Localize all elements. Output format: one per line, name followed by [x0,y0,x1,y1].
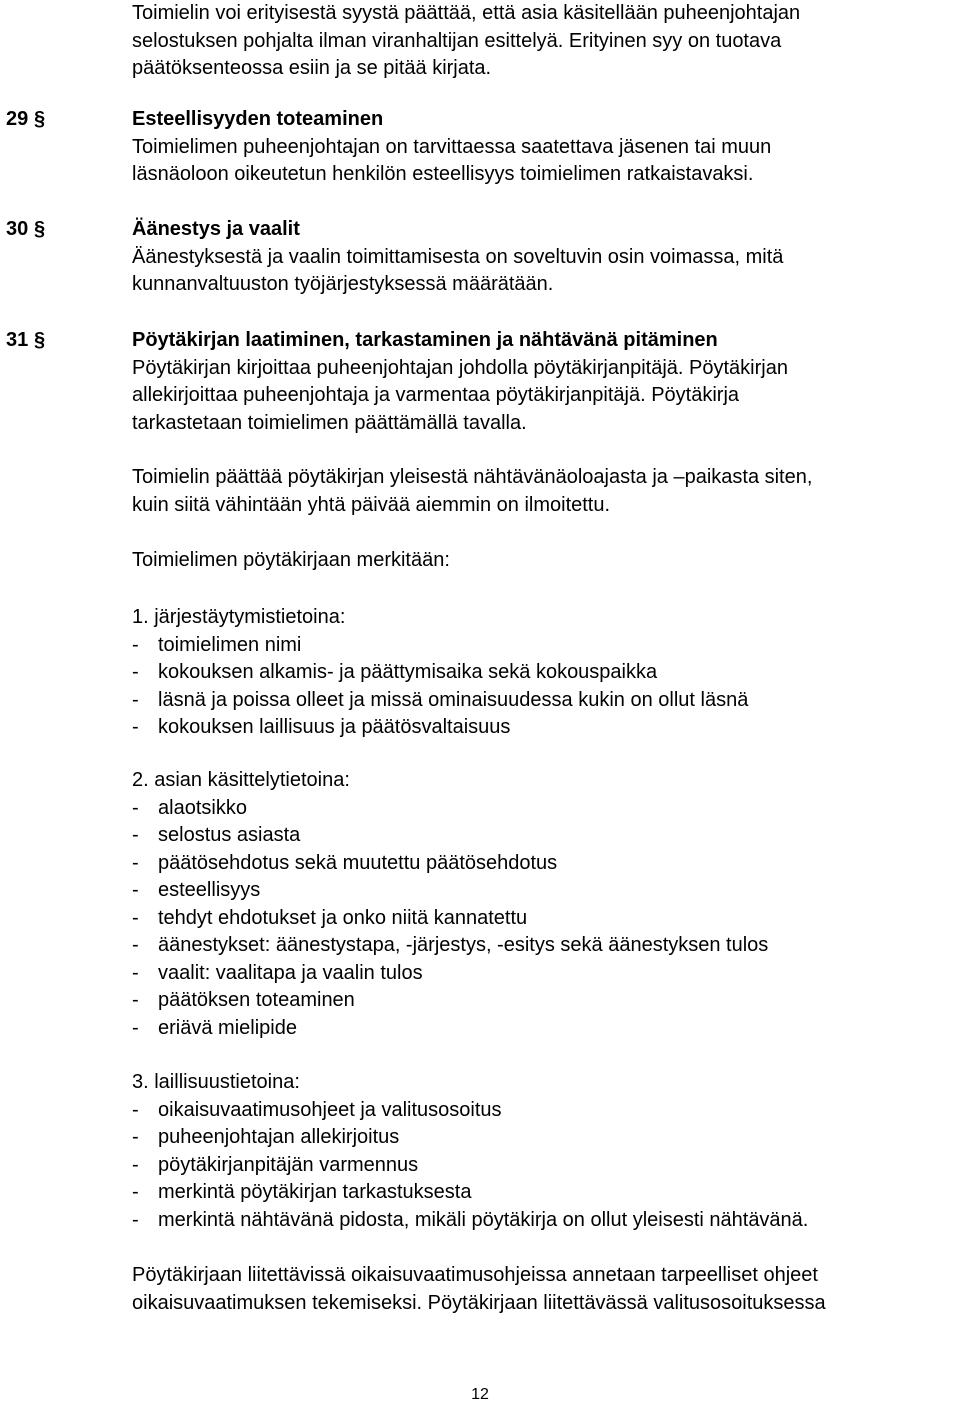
section-sign: § [34,329,46,351]
list-dash: - [132,906,139,929]
list-dash: - [132,851,139,874]
section-number: 31 [6,329,29,351]
text-line: kuin siitä vähintään yhtä päivää aiemmin on ilmoitettu. [132,493,611,516]
text-line: tarkastetaan toimielimen päättämällä tavalla. [132,411,527,434]
list-item-text: oikaisuvaatimusohjeet ja valitusosoitus [158,1098,502,1121]
section-body [132,327,958,437]
list-item-text: päätöksen toteaminen [158,989,355,1011]
list-item [132,987,958,1015]
list-item-text: eriävä mielipide [158,1016,297,1039]
list-item [132,960,958,988]
list-processing [132,767,958,1042]
list-item-text: läsnä ja poissa olleet ja missä ominaisuudessa kukin on ollut läsnä [158,688,749,711]
list-dash: - [132,796,139,819]
list-item [132,905,958,933]
list-item [132,877,958,905]
section-title: Pöytäkirjan laatiminen, tarkastaminen ja nähtävänä pitäminen [132,329,718,351]
list-item-text: merkintä nähtävänä pidosta, mikäli pöytäkirja on ollut yleisesti nähtävänä. [158,1208,809,1231]
text-line: Pöytäkirjan kirjoittaa puheenjohtajan johdolla pöytäkirjanpitäjä. Pöytäkirjan [132,356,788,379]
list-item-text: vaalit: vaalitapa ja vaalin tulos [158,961,423,984]
list-dash: - [132,661,139,683]
list-item [132,1207,958,1235]
section-body [132,216,958,299]
list-dash: - [132,1153,139,1176]
list-item-text: alaotsikko [158,796,247,819]
list-dash: - [132,1126,139,1148]
list-dash: - [132,1208,139,1231]
list-legality [132,1069,958,1234]
text-line: läsnäoloon oikeutetun henkilön esteellisyys toimielimen ratkaistavaksi. [132,163,754,185]
list-item [132,632,958,660]
list-item-text: äänestykset: äänestystapa, -järjestys, -esitys sekä äänestyksen tulos [158,934,769,956]
list-dash: - [132,1181,139,1203]
list-heading: 3. laillisuustietoina: [132,1071,300,1093]
list-item-text: selostus asiasta [158,824,301,846]
text-line: allekirjoittaa puheenjohtaja ja varmentaa pöytäkirjanpitäjä. Pöytäkirja [132,384,740,406]
text-line: Toimielin päättää pöytäkirjan yleisestä nähtävänäoloajasta ja –paikasta siten, [132,466,813,488]
records-intro [132,547,958,575]
page-number: 12 [471,1386,489,1403]
list-item-text: kokouksen laillisuus ja päätösvaltaisuus [158,716,511,738]
list-item [132,1152,958,1180]
list-item [132,932,958,960]
list-dash: - [132,1098,139,1121]
list-heading: 1. järjestäytymistietoina: [132,606,346,628]
list-item [132,659,958,687]
list-item-text: tehdyt ehdotukset ja onko niitä kannatettu [158,906,528,929]
list-dash: - [132,688,139,711]
list-heading: 2. asian käsittelytietoina: [132,769,350,791]
text-line: Äänestyksestä ja vaalin toimittamisesta on soveltuvin osin voimassa, mitä [132,245,784,268]
section-number: 29 [6,108,29,130]
list-item-text: toimielimen nimi [158,633,302,656]
list-item [132,850,958,878]
list-dash: - [132,824,139,846]
text-line: kunnanvaltuuston työjärjestyksessä määrätään. [132,273,554,295]
list-item-text: puheenjohtajan allekirjoitus [158,1126,400,1148]
list-organization [132,604,958,742]
section-title: Äänestys ja vaalit [132,218,300,240]
list-dash: - [132,961,139,984]
intro-paragraph [132,0,958,83]
text-line: Toimielimen pöytäkirjaan merkitään: [132,549,450,571]
list-item-text: pöytäkirjanpitäjän varmennus [158,1153,419,1176]
list-item-text: kokouksen alkamis- ja päättymisaika sekä kokouspaikka [158,661,658,683]
section-sign: § [34,108,46,130]
list-item-text: päätösehdotus sekä muutettu päätösehdotus [158,851,558,874]
list-item-text: merkintä pöytäkirjan tarkastuksesta [158,1181,472,1203]
text-line: päätöksenteossa esiin ja se pitää kirjata. [132,57,492,79]
text-line: Pöytäkirjaan liitettävissä oikaisuvaatimusohjeissa annetaan tarpeelliset ohjeet [132,1264,818,1286]
section-sign: § [34,218,46,240]
section-title: Esteellisyyden toteaminen [132,108,384,130]
list-dash: - [132,989,139,1011]
list-dash: - [132,879,139,901]
list-item [132,1097,958,1125]
list-dash: - [132,1016,139,1039]
display-paragraph [132,464,958,519]
text-line: oikaisuvaatimuksen tekemiseksi. Pöytäkirjaan liitettävässä valitusosoituksessa [132,1291,826,1314]
list-dash: - [132,716,139,738]
list-item [132,1015,958,1043]
section-body [132,106,958,189]
closing-paragraph [132,1262,958,1317]
text-line: Toimielin voi erityisestä syystä päättää, että asia käsitellään puheenjohtajan [132,2,801,24]
list-item [132,795,958,823]
list-item [132,1124,958,1152]
list-item [132,714,958,742]
list-item [132,687,958,715]
list-item [132,1179,958,1207]
list-dash: - [132,934,139,956]
list-item-text: esteellisyys [158,879,261,901]
section-number: 30 [6,218,29,240]
text-line: Toimielimen puheenjohtajan on tarvittaessa saatettava jäsenen tai muun [132,135,772,158]
text-line: selostuksen pohjalta ilman viranhaltijan esittelyä. Erityinen syy on tuotava [132,29,782,52]
list-item [132,822,958,850]
list-dash: - [132,633,139,656]
